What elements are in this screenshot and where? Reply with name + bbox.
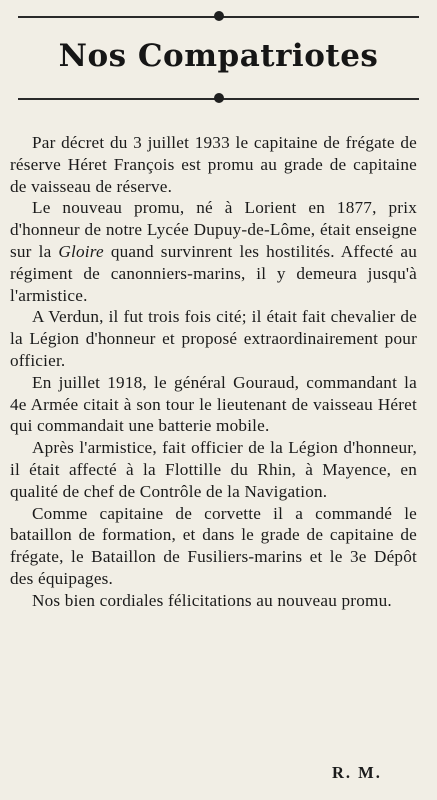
paragraph-corvette: Comme capitaine de corvette il a commandé le bataillon de formation, et dans le grade de capitaine de frégate, le Bataillon de Fusiliers-marins et le 3e Dépôt des équipages. <box>10 503 417 588</box>
paragraph-1918: En juillet 1918, le général Gouraud, commandant la 4e Armée citait à son tour le lieutenant de vaisseau Héret qui commandait une batterie mobile. <box>10 372 417 436</box>
author-signature: R. M. <box>332 763 382 782</box>
top-ornamental-rule <box>18 10 419 24</box>
paragraph-decree: Par décret du 3 juillet 1933 le capitaine de frégate de réserve Héret François est promu au grade de capitaine de vaisseau de réserve. <box>10 133 417 196</box>
bottom-ornamental-rule <box>18 92 419 106</box>
biography-text-end: quand survinrent les hostilités. Affecté au régiment de canonniers-marins, il y demeura jusqu'à l'armistice. <box>10 241 417 305</box>
paragraph-verdun: A Verdun, il fut trois fois cité; il était fait chevalier de la Légion d'honneur et proposé extraordinairement pour officier. <box>10 307 417 370</box>
paragraph-congratulations: Nos bien cordiales félicitations au nouveau promu. <box>32 590 392 610</box>
article-title: Nos Compatriotes <box>58 38 379 74</box>
biography-text-start: Le nouveau promu, né à Lorient en 1877, prix d'honneur de notre Lycée Dupuy-de-Lôme, était enseigne sur la <box>10 198 417 261</box>
ship-name-gloire: Gloire <box>58 241 104 261</box>
article-body <box>10 132 417 612</box>
paragraph-biography <box>10 197 417 306</box>
bottom-rule-dot <box>214 93 224 103</box>
top-rule-dot <box>214 11 224 21</box>
paragraph-armistice: Après l'armistice, fait officier de la Légion d'honneur, il était affecté à la Flottille du Rhin, à Mayence, en qualité de chef de Contrôle de la Navigation. <box>10 438 417 501</box>
